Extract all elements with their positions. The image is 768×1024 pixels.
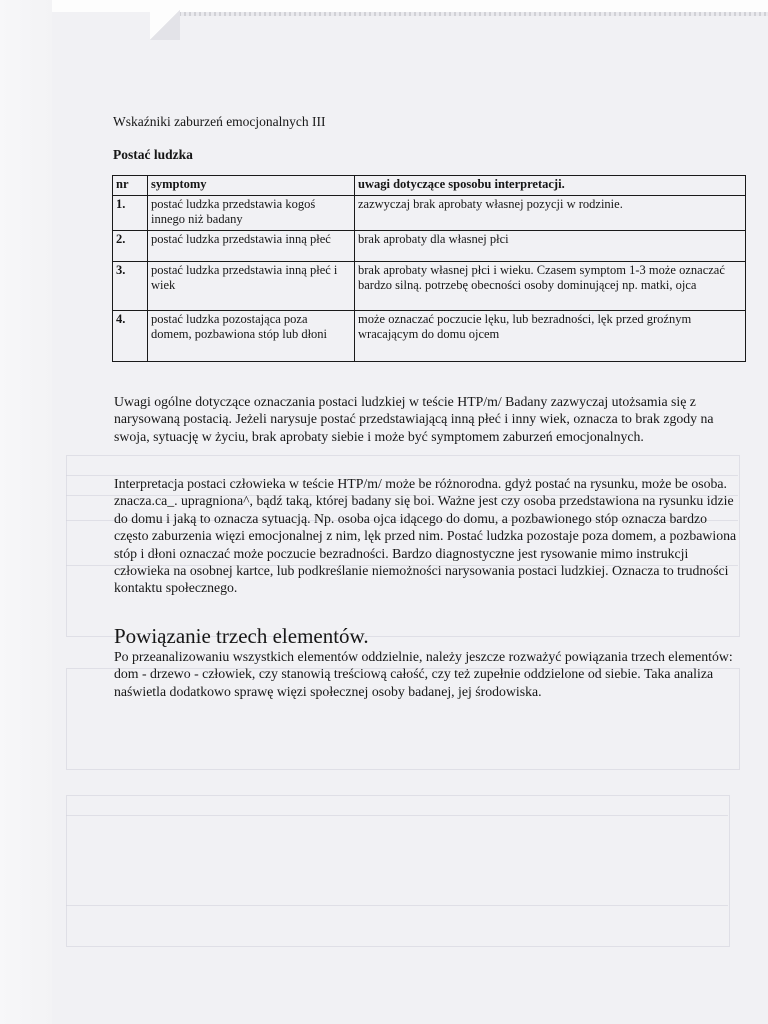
row-note: zazwyczaj brak aprobaty własnej pozycji w rodzinie. xyxy=(355,196,746,231)
table-row xyxy=(113,311,746,362)
table-row xyxy=(113,196,746,231)
table-row xyxy=(113,231,746,262)
general-remarks-text: Uwagi ogólne dotyczące oznaczania postaci ludzkiej w teście HTP/m/ Badany zazwyczaj utożsamia się z narysowaną postacią. Jeżeli narysuje postać przedstawiającą inną płeć i inny wiek, oznacza to brak zgody na swoja, sytuację w życiu, brak aprobaty siebie i może być symptomem zaburzeń emocjonalnych. xyxy=(114,394,714,444)
row-note: brak aprobaty dla własnej płci xyxy=(355,231,746,262)
row-number: 4. xyxy=(113,311,148,362)
section-subtitle: Postać ludzka xyxy=(113,147,193,162)
interpretation-paragraph xyxy=(114,475,744,597)
symptoms-table xyxy=(112,175,746,362)
table-row xyxy=(113,262,746,311)
row-number: 2. xyxy=(113,231,148,262)
scan-margin-left xyxy=(0,0,52,1024)
section-heading: Powiązanie trzech elementów. xyxy=(114,624,369,648)
interpretation-text: Interpretacja postaci człowieka w teście HTP/m/ może be różnorodna. gdyż postać na rysunku, może be osoba. znacza.ca_. upragniona^, bądź taką, której badany się boi. Ważne jest czy osoba przedstawiona na rysunku idzie do domu i jaką to oznacza sytuacją. Np. osoba ojca idącego do domu, a pozbawionego stóp oznacza bardzo często zaburzenia więzi emocjonalnej z nim, lęk przed nim. Postać ludzka pozostaje poza domem, a pozbawiona stóp i dłoni oznaczać może poczucie bezradności. Bardzo diagnostyczne jest rysowanie mimo instrukcji człowieka na osobnej kartce, lub podkreślanie niemożności narysowania postaci ludzkiej. Oznacza to trudności kontaktu społecznego. xyxy=(114,476,737,596)
document-title: Wskaźniki zaburzeń emocjonalnych III xyxy=(113,114,326,129)
row-symptom: postać ludzka przedstawia inną płeć i wiek xyxy=(148,262,355,311)
paper-edge xyxy=(174,12,768,16)
row-number: 1. xyxy=(113,196,148,231)
ghost-rule xyxy=(66,905,728,906)
column-header-notes: uwagi dotyczące sposobu interpretacji. xyxy=(355,176,746,196)
general-remarks-paragraph xyxy=(114,393,744,445)
table-header-row xyxy=(113,176,746,196)
row-note: może oznaczać poczucie lęku, lub bezradności, lęk przed groźnym wracającym do domu ojcem xyxy=(355,311,746,362)
connection-text: Po przeanalizowaniu wszystkich elementów oddzielnie, należy jeszcze rozważyć powiązania trzech elementów: dom - drzewo - człowiek, czy stanowią treściową całość, czy też zupełnie oddzielone od siebie. Taka analiza naświetla dodatkowo sprawę więzi społecznej osoby badanej, jej środowiska. xyxy=(114,649,733,699)
ghost-table-3 xyxy=(66,795,730,947)
row-symptom: postać ludzka przedstawia kogoś innego niż badany xyxy=(148,196,355,231)
row-note: brak aprobaty własnej płci i wieku. Czasem symptom 1-3 może oznaczać bardzo silną. potrzebę obecności osoby dominującej np. matki, ojca xyxy=(355,262,746,311)
row-symptom: postać ludzka przedstawia inną płeć xyxy=(148,231,355,262)
connection-paragraph xyxy=(114,648,744,700)
row-symptom: postać ludzka pozostająca poza domem, pozbawiona stóp lub dłoni xyxy=(148,311,355,362)
row-number: 3. xyxy=(113,262,148,311)
column-header-nr: nr xyxy=(113,176,148,196)
folded-corner xyxy=(150,10,180,40)
column-header-symptoms: symptomy xyxy=(148,176,355,196)
ghost-rule xyxy=(66,815,728,816)
